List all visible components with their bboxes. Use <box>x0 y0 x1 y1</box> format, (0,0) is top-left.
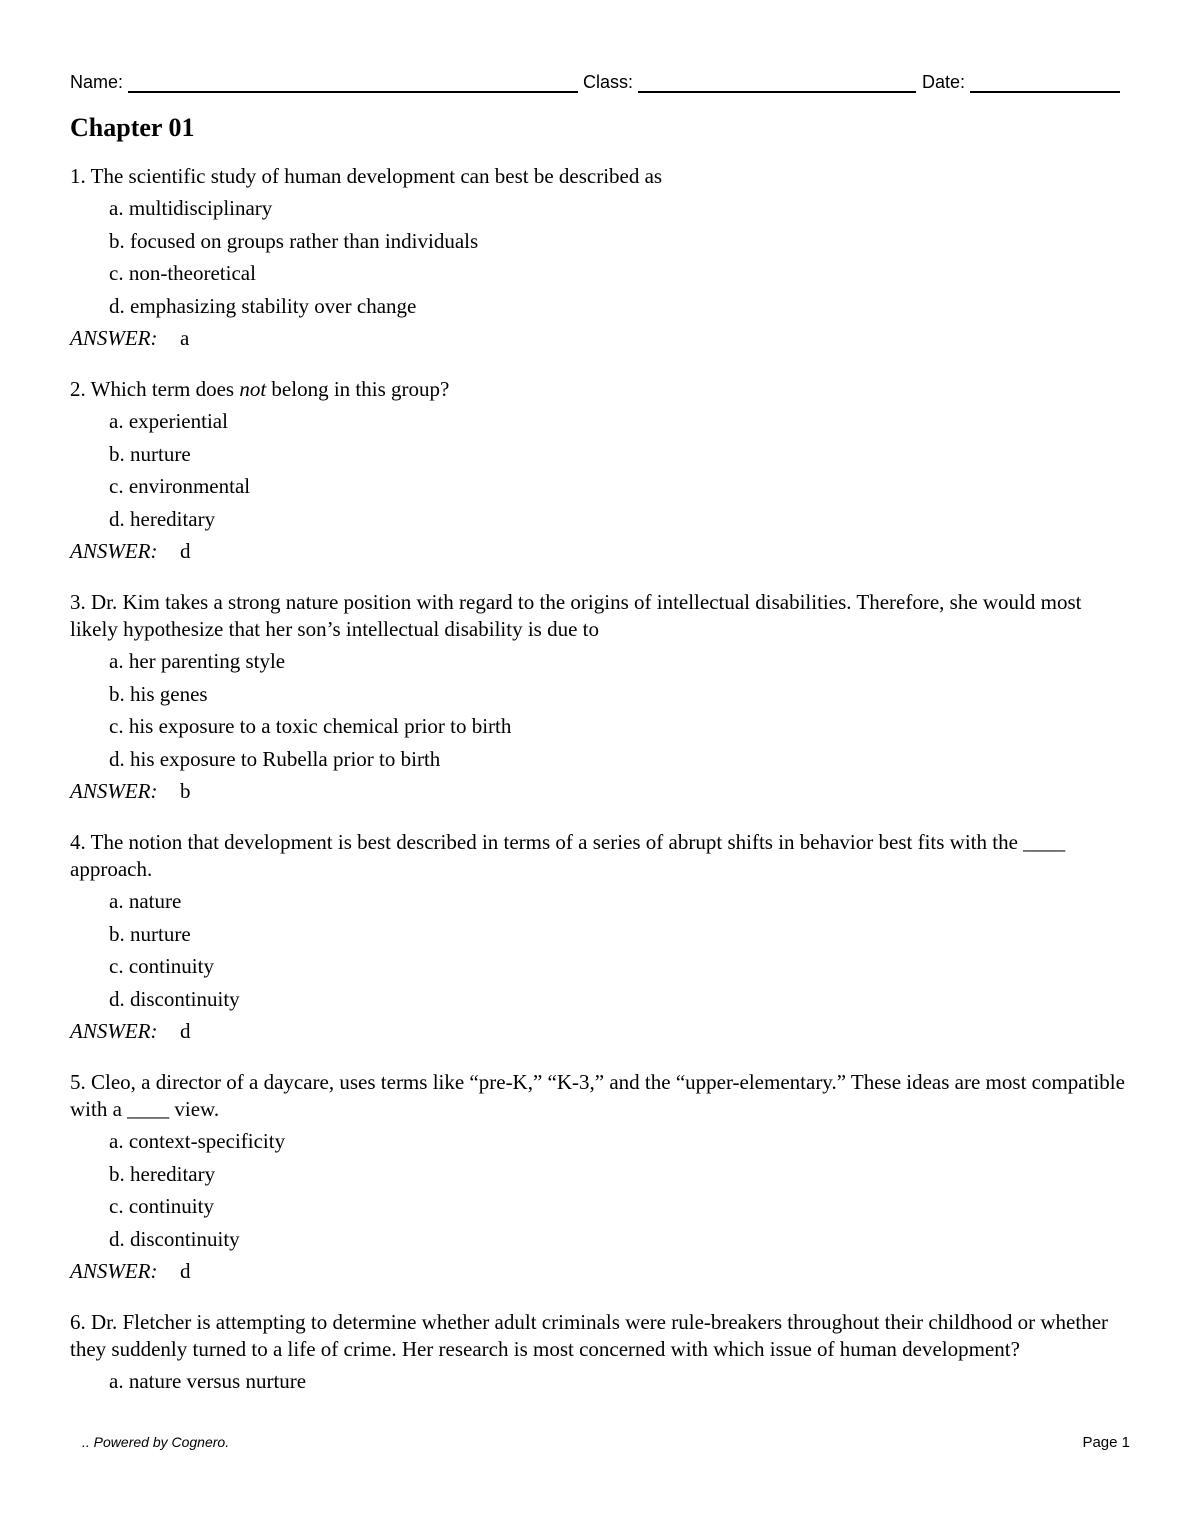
question-6 <box>70 1309 1130 1398</box>
question-stem <box>70 829 1130 883</box>
answer-value: d <box>180 1019 191 1043</box>
answer-value: d <box>180 1259 191 1283</box>
answer-line <box>70 1015 1130 1047</box>
class-label: Class: <box>583 72 634 92</box>
question-stem <box>70 589 1130 643</box>
question-5 <box>70 1069 1130 1287</box>
date-label: Date: <box>922 72 966 92</box>
answer-options <box>70 1125 1130 1255</box>
answer-options <box>70 405 1130 535</box>
answer-option[interactable]: a. nature versus nurture <box>109 1369 307 1393</box>
answer-value: b <box>180 779 191 803</box>
answer-option[interactable]: a. context-specificity <box>109 1129 286 1153</box>
question-text: 5. Cleo, a director of a daycare, uses terms like “pre-K,” “K-3,” and the “upper-elementary.” These ideas are most compatible with a ____ view. <box>70 1070 1125 1121</box>
answer-option[interactable]: c. environmental <box>109 474 251 498</box>
question-text: 3. Dr. Kim takes a strong nature position with regard to the origins of intellectual disabilities. Therefore, she would most likely hypothesize that her son’s intellectual disability is due to <box>70 590 1082 641</box>
answer-option[interactable]: a. nature <box>109 889 182 913</box>
answer-option[interactable]: b. hereditary <box>109 1161 216 1186</box>
question-list <box>70 162 1130 1420</box>
answer-option[interactable]: b. focused on groups rather than individuals <box>109 228 479 253</box>
answer-value: d <box>180 539 191 563</box>
answer-line <box>70 1255 1130 1287</box>
answer-option[interactable]: d. his exposure to Rubella prior to birth <box>109 746 441 771</box>
answer-option[interactable]: b. nurture <box>109 441 191 466</box>
question-stem <box>70 163 1130 190</box>
answer-option[interactable]: c. continuity <box>109 1194 214 1218</box>
powered-by-footer: .. Powered by Cognero. <box>82 1434 230 1450</box>
answer-line <box>70 775 1130 807</box>
answer-label: ANSWER: <box>70 1019 158 1043</box>
page-number: Page 1 <box>1082 1434 1130 1451</box>
question-3 <box>70 589 1130 807</box>
answer-option[interactable]: a. experiential <box>109 409 228 433</box>
answer-option[interactable]: d. discontinuity <box>109 1226 240 1251</box>
answer-line <box>70 322 1130 354</box>
answer-label: ANSWER: <box>70 779 158 803</box>
question-stem <box>70 376 1130 403</box>
answer-option[interactable]: b. nurture <box>109 921 191 946</box>
question-1 <box>70 163 1130 354</box>
answer-option[interactable]: d. hereditary <box>109 506 216 531</box>
answer-value: a <box>180 326 190 350</box>
answer-option[interactable]: c. non-theoretical <box>109 261 256 285</box>
answer-option[interactable]: a. multidisciplinary <box>109 196 273 220</box>
question-text: 4. The notion that development is best described in terms of a series of abrupt shifts in behavior best fits with the ____ approach. <box>70 830 1066 881</box>
question-stem <box>70 1309 1130 1363</box>
answer-label: ANSWER: <box>70 1259 158 1283</box>
chapter-title: Chapter 01 <box>70 113 195 142</box>
student-info-header <box>70 70 1120 96</box>
date-field[interactable] <box>970 91 1120 93</box>
answer-option[interactable]: b. his genes <box>109 681 208 706</box>
name-label: Name: <box>70 72 124 92</box>
answer-options <box>70 645 1130 775</box>
question-emphasis: not <box>239 377 267 401</box>
question-4 <box>70 829 1130 1047</box>
answer-option[interactable]: d. discontinuity <box>109 986 240 1011</box>
question-text-tail: belong in this group? <box>266 377 450 401</box>
class-field[interactable] <box>638 91 916 93</box>
answer-options <box>70 1365 1130 1398</box>
answer-options <box>70 885 1130 1015</box>
question-text: 1. The scientific study of human development can best be described as <box>70 164 663 188</box>
question-text: 2. Which term does <box>70 377 240 401</box>
answer-label: ANSWER: <box>70 326 158 350</box>
answer-option[interactable]: a. her parenting style <box>109 649 286 673</box>
name-field[interactable] <box>128 91 578 93</box>
question-text: 6. Dr. Fletcher is attempting to determine whether adult criminals were rule-breakers throughout their childhood or whether they suddenly turned to a life of crime. Her research is most concerned with which issue of human development? <box>70 1310 1109 1361</box>
question-stem <box>70 1069 1130 1123</box>
answer-line <box>70 535 1130 567</box>
answer-option[interactable]: d. emphasizing stability over change <box>109 293 417 318</box>
answer-option[interactable]: c. his exposure to a toxic chemical prior to birth <box>109 714 512 738</box>
answer-option[interactable]: c. continuity <box>109 954 214 978</box>
answer-options <box>70 192 1130 322</box>
answer-label: ANSWER: <box>70 539 158 563</box>
question-2 <box>70 376 1130 567</box>
